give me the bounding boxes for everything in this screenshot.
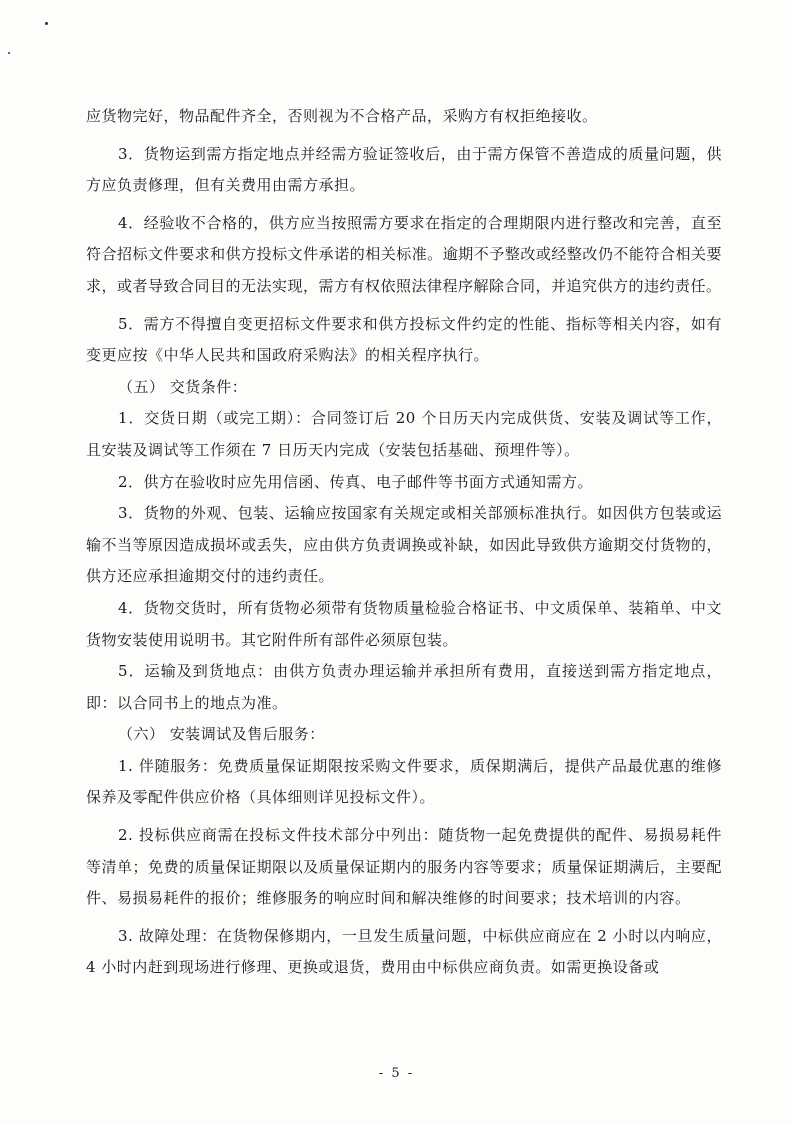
paragraph-service-1: 1. 伴随服务：免费质量保证期限按采购文件要求，质保期满后，提供产品最优惠的维修保养及零配件供应价格（具体细则详见投标文件）。 xyxy=(86,756,722,807)
scan-speck xyxy=(45,22,48,25)
paragraph-clause-5: 5．需方不得擅自变更招标文件要求和供方投标文件约定的性能、指标等相关内容，如有变更应按《中华人民共和国政府采购法》的相关程序执行。 xyxy=(86,314,722,365)
document-body xyxy=(86,101,722,984)
paragraph-service-2: 2. 投标供应商需在投标文件技术部分中列出：随货物一起免费提供的配件、易损易耗件等清单；免费的质量保证期限以及质量保证期内的服务内容等要求；质量保证期满后，主要配件、易损易耗件的报价；维修服务的响应时间和解决维修的时间要求；技术培训的内容。 xyxy=(86,826,722,908)
paragraph-delivery-4: 4．货物交货时，所有货物必须带有货物质量检验合格证书、中文质保单、装箱单、中文货物安装使用说明书。其它附件所有部件必须原包装。 xyxy=(86,598,722,649)
paragraph-delivery-2: 2．供方在验收时应先用信函、传真、电子邮件等书面方式通知需方。 xyxy=(118,472,594,491)
paragraph-clause-3: 3．货物运到需方指定地点并经需方验证签收后，由于需方保管不善造成的质量问题，供方应负责修理，但有关费用由需方承担。 xyxy=(86,144,722,195)
section-heading-installation: （六） 安装调试及售后服务： xyxy=(118,725,325,744)
scan-speck xyxy=(8,52,10,54)
paragraph-service-3: 3. 故障处理：在货物保修期内，一旦发生质量问题，中标供应商应在 2 小时以内响应，4 小时内赶到现场进行修理、更换或退货，费用由中标供应商负责。如需更换设备或 xyxy=(86,926,722,977)
paragraph-delivery-1: 1．交货日期（或完工期）：合同签订后 20 个日历天内完成供货、安装及调试等工作，且安装及调试等工作须在 7 日历天内完成（安装包括基础、预埋件等）。 xyxy=(86,409,722,459)
page-number: - 5 - xyxy=(378,1066,415,1081)
paragraph-delivery-3: 3．货物的外观、包装、运输应按国家有关规定或相关部颁标准执行。如因供方包装或运输不当等原因造成损坏或丢失，应由供方负责调换或补缺，如因此导致供方逾期交付货物的，供方还应承担逾期交付的违约责任。 xyxy=(86,504,722,586)
section-heading-delivery: （五） 交货条件： xyxy=(118,377,248,396)
paragraph-continuation: 应货物完好，物品配件齐全，否则视为不合格产品，采购方有权拒绝接收。 xyxy=(86,107,598,125)
paragraph-clause-4: 4．经验收不合格的，供方应当按照需方要求在指定的合理期限内进行整改和完善，直至符合招标文件要求和供方投标文件承诺的相关标准。逾期不予整改或经整改仍不能符合相关要求，或者导致合同目的无法实现，需方有权依照法律程序解除合同，并追究供方的违约责任。 xyxy=(86,213,722,295)
paragraph-delivery-5: 5．运输及到货地点：由供方负责办理运输并承担所有费用，直接送到需方指定地点，即：以合同书上的地点为准。 xyxy=(86,662,722,712)
